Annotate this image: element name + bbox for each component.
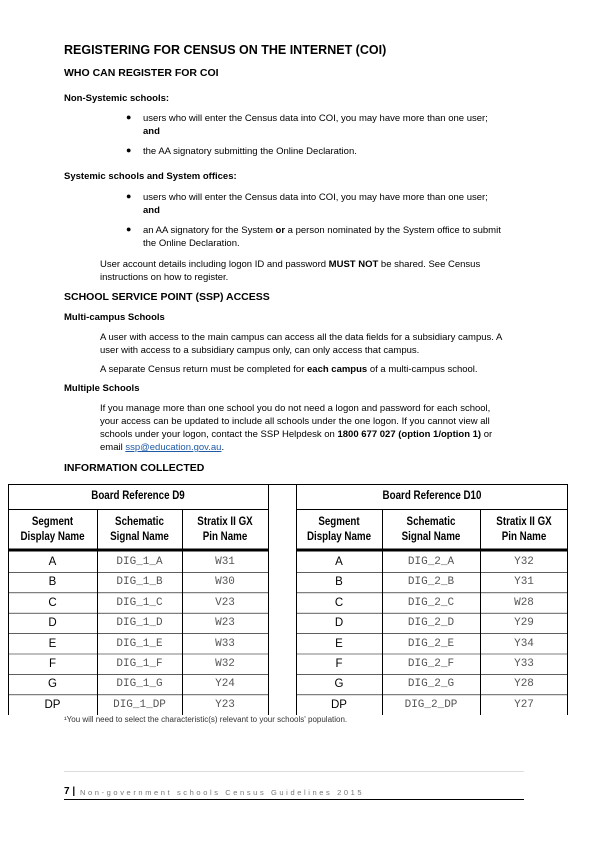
multi-campus-heading: Multi-campus Schools xyxy=(64,312,165,323)
d10-segment-cell: DP xyxy=(331,698,347,711)
d9-segment-cell: A xyxy=(48,556,57,568)
who-can-register-heading: WHO CAN REGISTER FOR COI xyxy=(64,67,219,79)
d10-segment-cell: B xyxy=(335,576,343,589)
d10-col-pin: Stratix II GX Pin Name xyxy=(496,516,552,543)
d9-pin-cell: W33 xyxy=(215,637,235,650)
multiple-schools-l2: your access can be updated to include all schools under the one logon. If you cannot view all xyxy=(100,416,490,427)
d9-signal-cell: DIG_1_F xyxy=(116,658,163,670)
d9-col-pin: Stratix II GX Pin Name xyxy=(197,516,253,543)
multi-campus-p2: A separate Census return must be completed for each campus of a multi-campus school. xyxy=(100,364,478,375)
d10-pin-cell: Y28 xyxy=(514,678,534,691)
d9-signal-cell: DIG_1_B xyxy=(116,576,163,589)
d10-col-signal: Schematic Signal Name xyxy=(401,516,461,543)
non-systemic-bullet-2: the AA signatory submitting the Online Declaration. xyxy=(143,146,357,157)
d9-pin-cell: W31 xyxy=(215,556,235,568)
ssp-email-link[interactable]: ssp@education.gov.au xyxy=(125,442,222,453)
d10-segment-cell: E xyxy=(335,637,343,650)
d9-pin-cell: V23 xyxy=(215,596,235,609)
d9-signal-cell: DIG_1_G xyxy=(116,678,163,691)
d9-segment-cell: B xyxy=(48,576,57,589)
multi-campus-p1-l1: A user with access to the main campus can access all the data fields for a subsidiary campus. A xyxy=(100,332,503,343)
d9-col-segment: Segment Display Name xyxy=(20,516,85,543)
d10-signal-cell: DIG_2_E xyxy=(407,637,455,650)
d9-pin-cell: W23 xyxy=(215,617,235,630)
bullet-icon: ● xyxy=(126,224,132,234)
d10-signal-cell: DIG_2_G xyxy=(407,678,455,691)
ssp-heading: SCHOOL SERVICE POINT (SSP) ACCESS xyxy=(64,291,270,303)
systemic-bullet-2-cont: the Online Declaration. xyxy=(143,238,240,249)
d10-segment-cell: C xyxy=(334,596,344,609)
d9-signal-cell: DIG_1_D xyxy=(116,617,163,630)
d9-segment-cell: C xyxy=(48,596,57,609)
multiple-schools-l1: If you manage more than one school you do not need a logon and password for each school, xyxy=(100,403,491,414)
d9-signal-cell: DIG_1_E xyxy=(116,637,163,650)
non-systemic-heading: Non-Systemic schools: xyxy=(64,93,170,104)
d9-segment-cell: DP xyxy=(44,698,61,711)
d10-signal-cell: DIG_2_B xyxy=(407,576,455,589)
d9-signal-cell: DIG_1_A xyxy=(116,556,163,568)
pin-mapping-table xyxy=(8,484,568,715)
systemic-bullet-2: an AA signatory for the System or a person nominated by the System office to submit xyxy=(143,225,501,236)
account-note-cont: instructions on how to register. xyxy=(100,272,229,283)
d10-pin-cell: Y31 xyxy=(514,576,534,589)
footer-bottom-rule xyxy=(64,799,524,800)
d10-pin-cell: Y27 xyxy=(514,698,534,711)
d10-signal-cell: DIG_2_A xyxy=(407,556,455,568)
d9-pin-cell: Y24 xyxy=(215,678,235,691)
multiple-schools-l3: schools under your logon, contact the SSP Helpdesk on 1800 677 027 (option 1/option 1) or xyxy=(100,429,493,440)
d10-col-segment: Segment Display Name xyxy=(306,516,372,543)
non-systemic-and: and xyxy=(143,126,160,137)
d10-segment-cell: D xyxy=(334,617,344,630)
systemic-bullet-1: users who will enter the Census data into COI, you may have more than one user; xyxy=(143,192,488,203)
multi-campus-p1-l2: user with access to a subsidiary campus only, can only access that campus. xyxy=(100,345,420,356)
d10-signal-cell: DIG_2_F xyxy=(407,658,455,670)
d10-signal-cell: DIG_2_DP xyxy=(404,698,458,711)
d9-segment-cell: G xyxy=(48,678,57,691)
d9-signal-cell: DIG_1_C xyxy=(116,596,163,609)
bullet-icon: ● xyxy=(126,191,132,201)
d9-col-signal: Schematic Signal Name xyxy=(110,516,169,543)
d9-pin-cell: W30 xyxy=(215,576,235,589)
systemic-heading: Systemic schools and System offices: xyxy=(64,171,237,182)
d10-pin-cell: Y34 xyxy=(514,637,534,650)
d10-segment-cell: A xyxy=(335,556,343,568)
footnote: ¹You will need to select the characteristic(s) relevant to your schools' population. xyxy=(64,715,348,724)
multiple-schools-heading: Multiple Schools xyxy=(64,383,140,394)
d9-segment-cell: D xyxy=(48,617,57,630)
page-title: REGISTERING FOR CENSUS ON THE INTERNET (COI) xyxy=(64,43,387,57)
d10-pin-cell: Y32 xyxy=(514,556,534,568)
d10-pin-cell: W28 xyxy=(514,596,534,609)
d9-segment-cell: E xyxy=(48,637,57,650)
d10-segment-cell: F xyxy=(335,658,343,670)
information-collected-heading: INFORMATION COLLECTED xyxy=(64,462,205,474)
d9-title: Board Reference D9 xyxy=(91,490,185,502)
d10-pin-cell: Y29 xyxy=(514,617,534,630)
d10-segment-cell: G xyxy=(334,678,344,691)
bullet-icon: ● xyxy=(126,145,132,155)
multiple-schools-l4: email ssp@education.gov.au. xyxy=(100,442,225,453)
non-systemic-bullet-1: users who will enter the Census data into COI, you may have more than one user; xyxy=(143,113,488,124)
account-note: User account details including logon ID and password MUST NOT be shared. See Census xyxy=(100,259,481,270)
d10-signal-cell: DIG_2_D xyxy=(407,617,455,630)
systemic-and: and xyxy=(143,205,160,216)
bullet-icon: ● xyxy=(126,112,132,122)
footer-top-rule xyxy=(64,771,524,772)
d10-title: Board Reference D10 xyxy=(382,490,482,502)
d9-segment-cell: F xyxy=(48,658,57,670)
footer-text: Non-government schools Census Guidelines 2015 xyxy=(80,788,365,797)
d9-pin-cell: W32 xyxy=(215,658,235,670)
d9-signal-cell: DIG_1_DP xyxy=(113,698,166,711)
d10-pin-cell: Y33 xyxy=(514,658,534,670)
page-number: 7 | xyxy=(64,786,76,797)
d9-pin-cell: Y23 xyxy=(215,698,235,711)
d10-signal-cell: DIG_2_C xyxy=(407,596,455,609)
